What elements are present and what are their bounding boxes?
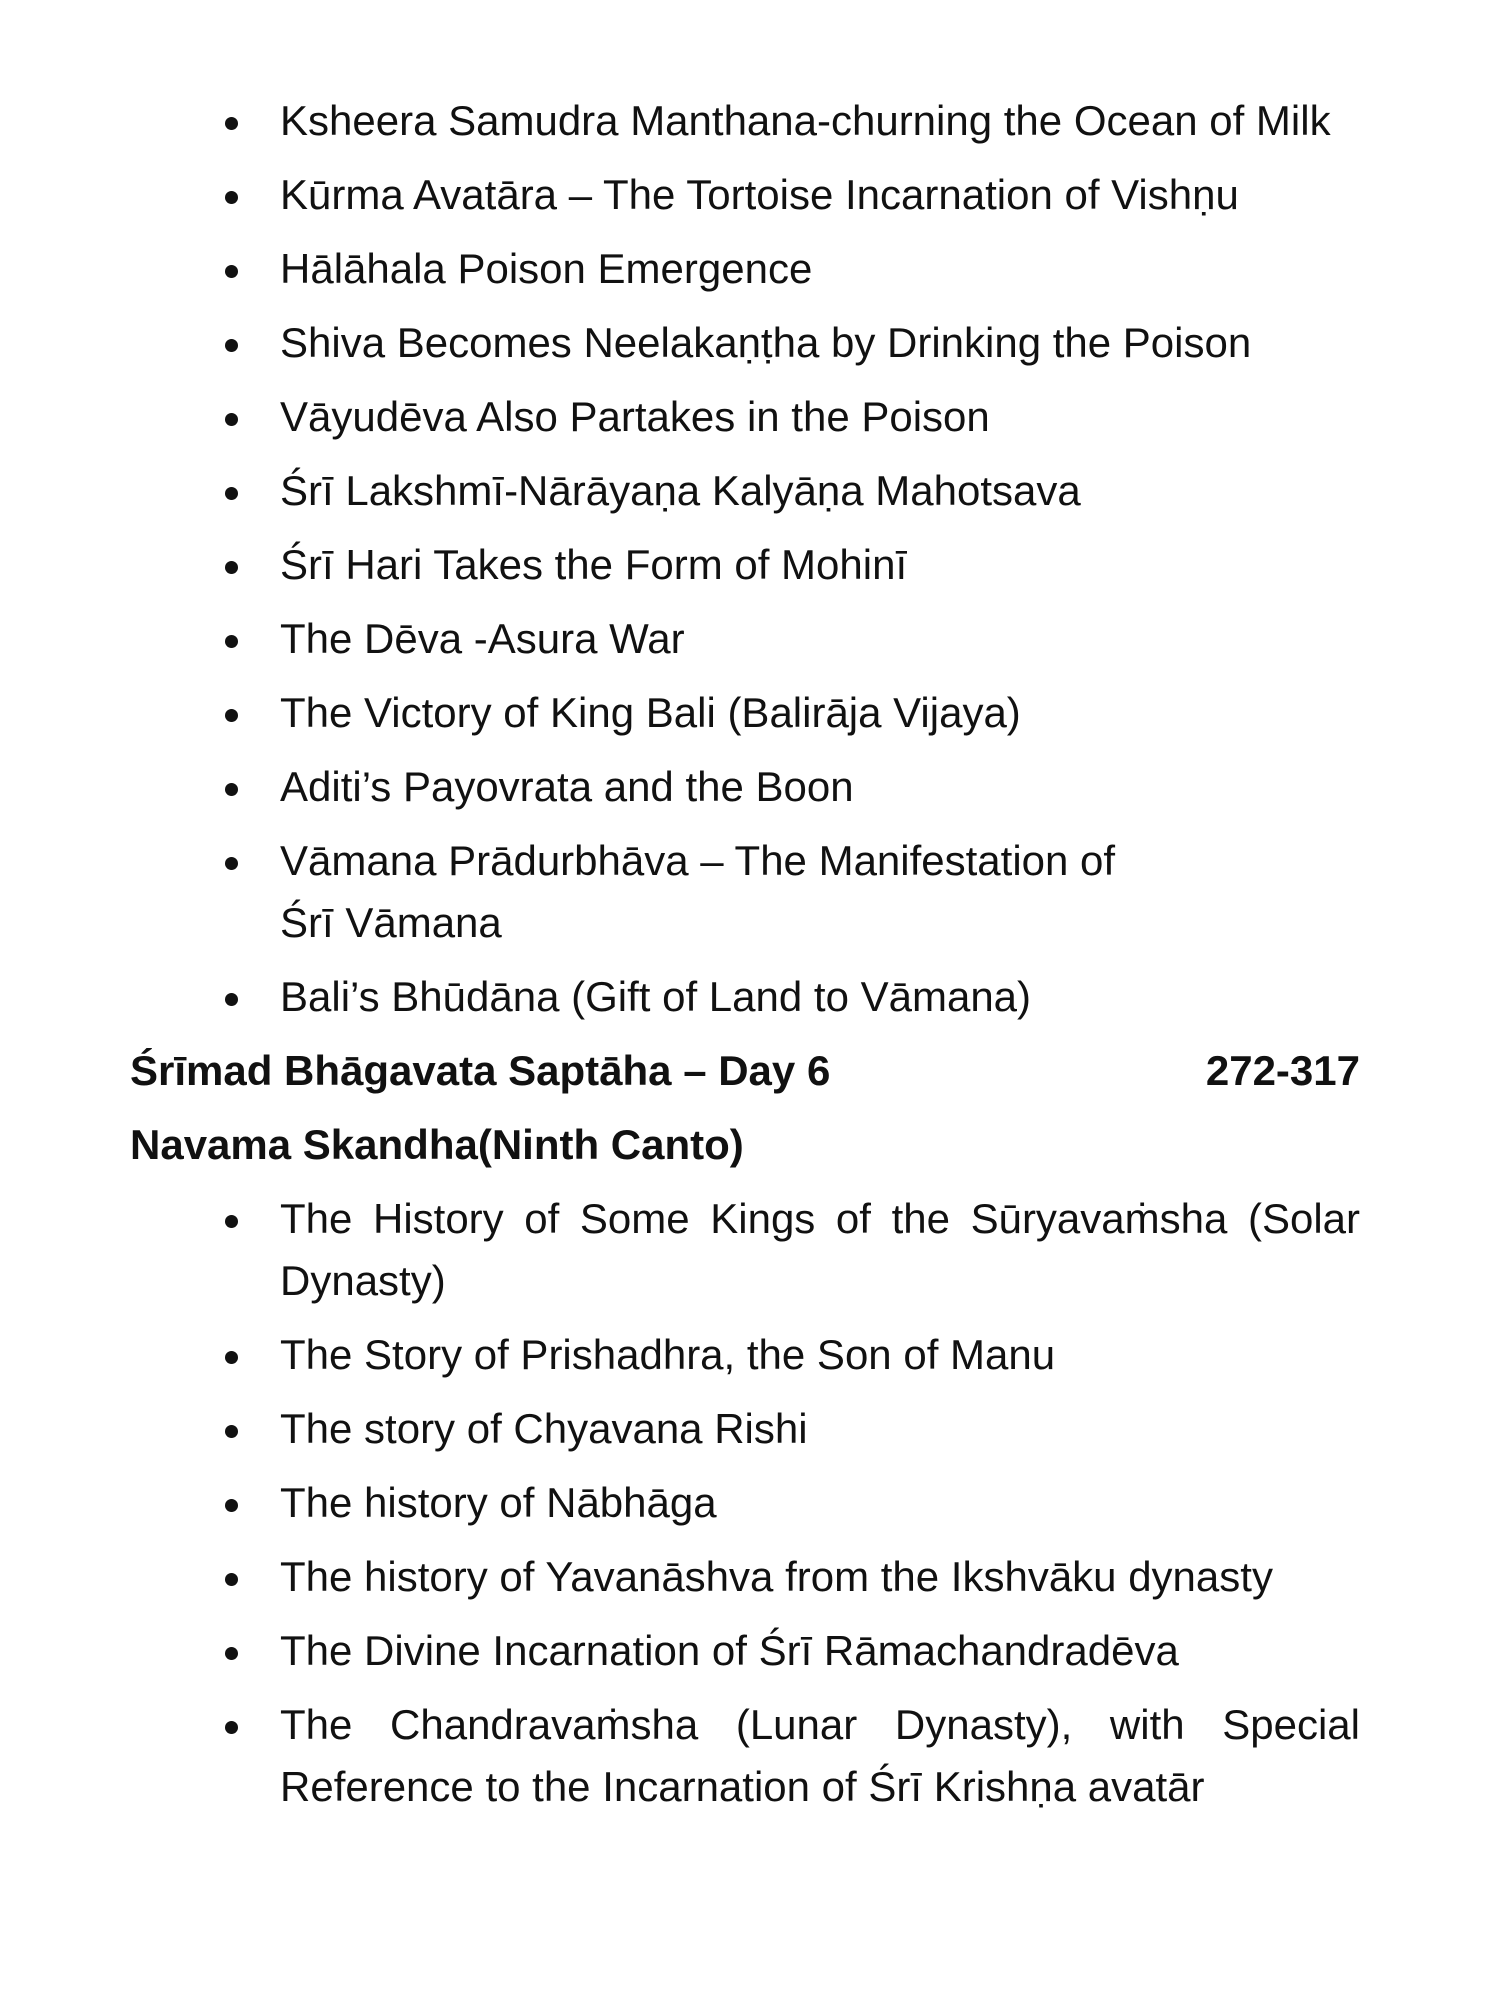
bullet-icon	[225, 413, 238, 426]
list-item: Bali’s Bhūdāna (Gift of Land to Vāmana)	[130, 966, 1360, 1028]
bullet-icon	[225, 857, 238, 870]
list-item: The history of Nābhāga	[130, 1472, 1360, 1534]
list-item: The Dēva -Asura War	[130, 608, 1360, 670]
day-title: Śrīmad Bhāgavata Saptāha – Day 6	[130, 1047, 831, 1094]
list-item: Kūrma Avatāra – The Tortoise Incarnation of Vishṇu	[130, 164, 1360, 226]
list-item: The story of Chyavana Rishi	[130, 1398, 1360, 1460]
list-item: Śrī Lakshmī-Nārāyaṇa Kalyāṇa Mahotsava	[130, 460, 1360, 522]
list-item: The Divine Incarnation of Śrī Rāmachandradēva	[130, 1620, 1360, 1682]
bullet-icon	[225, 265, 238, 278]
list-item: The Chandravaṁsha (Lunar Dynasty), with Special Reference to the Incarnation of Śrī Krishṇa avatār	[130, 1694, 1360, 1818]
bullet-icon	[225, 1215, 238, 1228]
list-item: The Story of Prishadhra, the Son of Manu	[130, 1324, 1360, 1386]
bullet-icon	[225, 117, 238, 130]
bullet-icon	[225, 993, 238, 1006]
eighth-canto-topic-list	[130, 90, 1360, 1028]
bullet-icon	[225, 635, 238, 648]
list-item: Ksheera Samudra Manthana-churning the Ocean of Milk	[130, 90, 1360, 152]
list-item: The Victory of King Bali (Balirāja Vijaya)	[130, 682, 1360, 744]
bullet-icon	[225, 1647, 238, 1660]
bullet-icon	[225, 561, 238, 574]
bullet-icon	[225, 339, 238, 352]
document-page	[130, 90, 1360, 1830]
list-item: The history of Yavanāshva from the Ikshvāku dynasty	[130, 1546, 1360, 1608]
bullet-icon	[225, 487, 238, 500]
ninth-canto-topic-list	[130, 1188, 1360, 1818]
page-range: 272-317	[1205, 1047, 1360, 1094]
bullet-icon	[225, 1721, 238, 1734]
bullet-icon	[225, 191, 238, 204]
list-item: Aditi’s Payovrata and the Boon	[130, 756, 1360, 818]
list-item: Śrī Hari Takes the Form of Mohinī	[130, 534, 1360, 596]
canto-heading: Navama Skandha(Ninth Canto)	[130, 1121, 744, 1168]
bullet-icon	[225, 1425, 238, 1438]
bullet-icon	[225, 1573, 238, 1586]
list-item: Shiva Becomes Neelakaṇṭha by Drinking the Poison	[130, 312, 1360, 374]
list-item: The History of Some Kings of the Sūryavaṁsha (Solar Dynasty)	[130, 1188, 1360, 1312]
bullet-icon	[225, 1351, 238, 1364]
list-item: Vāmana Prādurbhāva – The Manifestation of Śrī Vāmana	[130, 830, 1360, 954]
list-item: Hālāhala Poison Emergence	[130, 238, 1360, 300]
bullet-icon	[225, 709, 238, 722]
list-item: Vāyudēva Also Partakes in the Poison	[130, 386, 1360, 448]
day-heading	[130, 1040, 1360, 1102]
bullet-icon	[225, 1499, 238, 1512]
bullet-icon	[225, 783, 238, 796]
